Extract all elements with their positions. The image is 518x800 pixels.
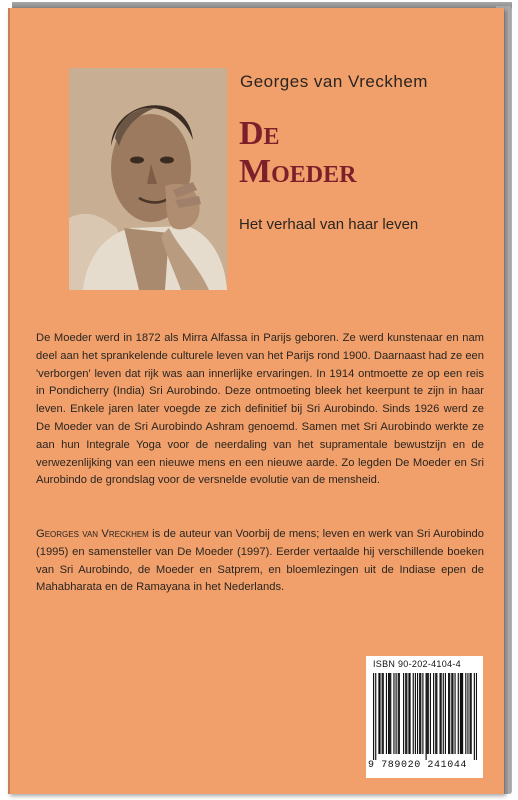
barcode-bar: [474, 673, 475, 760]
barcode-bar: [433, 673, 434, 754]
barcode-bar: [375, 673, 376, 760]
back-cover: [8, 8, 504, 794]
barcode-bar: [452, 673, 453, 754]
barcode-bar: [409, 673, 410, 754]
barcode-bar: [471, 673, 472, 754]
book-subtitle: Het verhaal van haar leven: [239, 216, 419, 233]
isbn-text: ISBN 90-202-4104-4: [373, 659, 461, 669]
ean-number: 9 789020 241044: [368, 760, 468, 771]
barcode-bar: [398, 673, 399, 754]
barcode-bar: [448, 673, 449, 754]
barcode-bar: [408, 673, 409, 754]
barcode-bar: [393, 673, 394, 754]
barcode-bar: [383, 673, 384, 754]
barcode-bar: [389, 673, 390, 754]
author-bio: [36, 526, 484, 597]
barcode-bar: [388, 673, 389, 754]
barcode-bar: [441, 673, 442, 754]
title-line-2: Moeder: [239, 153, 357, 190]
barcode-bar: [413, 673, 414, 754]
bio-author-name: Georges van Vreckhem: [36, 528, 149, 540]
barcode-bar: [378, 673, 379, 754]
barcode-bar: [396, 673, 397, 754]
barcode-bar: [422, 673, 423, 754]
barcode-bar: [428, 673, 429, 754]
barcode-bar: [445, 673, 446, 754]
bio-text: is de auteur van Voorbij de mens; leven en werk van Sri Aurobindo (1995) en samensteller van De Moeder (1997). Eerder vertaalde hij verschillende boeken van Sri Aurobindo, de Moeder en Satprem, en bloemlezingen uit de Indiase epen de Mahabharata en de Ramayana in het Nederlands.: [36, 528, 484, 594]
barcode-bar: [465, 673, 466, 754]
barcode-bars: [373, 673, 477, 760]
barcode-bar: [427, 673, 428, 754]
author-photo: [69, 68, 227, 290]
barcode-bar: [436, 673, 437, 754]
author-name: Georges van Vreckhem: [240, 72, 428, 91]
barcode-bar: [379, 673, 380, 754]
barcode-bar: [469, 673, 470, 754]
barcode-bar: [439, 673, 440, 754]
barcode-bar: [406, 673, 407, 754]
barcode-bar: [390, 673, 391, 754]
barcode-bar: [405, 673, 406, 754]
barcode-bar: [460, 673, 461, 754]
barcode-bar: [451, 673, 452, 754]
barcode-bar: [426, 673, 427, 760]
barcode-bar: [467, 673, 468, 754]
barcode-bar: [415, 673, 416, 754]
barcode-bar: [435, 673, 436, 754]
barcode-bar: [430, 673, 431, 754]
barcode-bar: [419, 673, 420, 754]
barcode-bar: [476, 673, 477, 760]
barcode-bar: [461, 673, 462, 754]
book-title: [239, 116, 356, 192]
barcode-bar: [420, 673, 421, 754]
barcode-bar: [454, 673, 455, 754]
blurb-text: De Moeder werd in 1872 als Mirra Alfassa in Parijs geboren. Ze werd kunstenaar en nam deel aan het sprankelende culturele leven van het Parijs rond 1900. Daarnaast had ze een 'verborgen' leven dat rijk was aan innerlijke ervaringen. In 1914 ontmoette ze op een reis in Pondicherry (India) Sri Aurobindo. Deze ontmoeting bleek het keerpunt te zijn in haar leven. Enkele jaren later voegde ze zich definitief bij Sri Aurobindo. Sinds 1926 werd ze De Moeder van de Sri Aurobindo Ashram genoemd. Samen met Sri Aurobindo werkte ze aan hun Integrale Yoga voor de neerdaling van het supramentale bewustzijn en de verwezenlijking van een nieuwe mens en een nieuwe aarde. Zo legden De Moeder en Sri Aurobindo de grondslag voor de versnelde evolutie van de mensheid.: [36, 332, 484, 487]
author-portrait-image: [69, 68, 227, 290]
barcode-bar: [417, 673, 418, 754]
barcode-label: [366, 656, 483, 778]
barcode-bar: [458, 673, 459, 754]
barcode-bar: [443, 673, 444, 754]
barcode-bar: [403, 673, 404, 754]
barcode-bar: [373, 673, 374, 760]
title-line-1: De: [239, 115, 280, 152]
barcode-bar: [399, 673, 400, 754]
barcode-bar: [386, 673, 387, 754]
barcode-bar: [462, 673, 463, 754]
barcode-bar: [449, 673, 450, 754]
barcode-bar: [382, 673, 383, 754]
